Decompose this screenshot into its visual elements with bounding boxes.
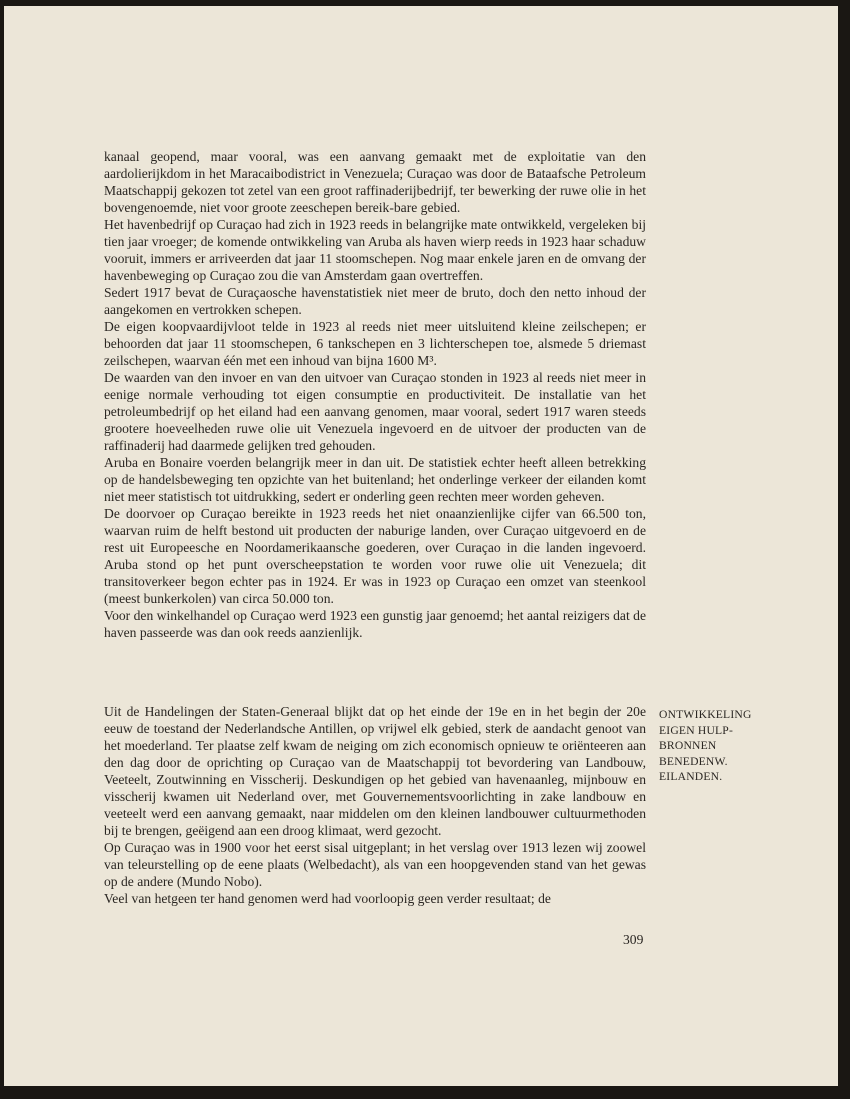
paragraph: De eigen koopvaardijvloot telde in 1923 al reeds niet meer uitsluitend kleine zeilschepen; er behoorden dat jaar 11 stoomschepen, 6 tankschepen en 3 lichterschepen toe, alsmede 5 driemast zeilschepen, waarvan één met een inhoud van bijna 1600 M³. (104, 319, 646, 368)
paragraph: Veel van hetgeen ter hand genomen werd had voorloopig geen verder resultaat; de (104, 891, 551, 906)
page-number: 309 (623, 932, 644, 947)
margin-heading-line: EILANDEN. (659, 770, 723, 783)
paragraph: Aruba en Bonaire voerden belangrijk meer in dan uit. De statistiek echter heeft alleen betrekking op de handelsbeweging ten opzichte van het buitenland; het onderlinge verkeer der eilanden komt niet meer statistisch tot uitdrukking, sedert er onderling geen rechten meer worden geheven. (104, 455, 646, 504)
book-page (4, 6, 838, 1086)
body-text-section-1 (104, 148, 646, 641)
paragraph: De doorvoer op Curaçao bereikte in 1923 reeds het niet onaanzienlijke cijfer van 66.500 ton, waarvan ruim de helft bestond uit producten der naburige landen, over Curaçao uitgevoerd en de rest uit Europeesche en Noordamerikaansche goederen, over Curaçao in die landen ingevoerd. Aruba stond op het punt overscheepstation te worden voor ruwe olie uit Venezuela; dit transitoverkeer begon echter pas in 1924. Er was in 1923 op Curaçao een omzet van steenkool (meest bunkerkolen) van circa 50.000 ton. (104, 506, 646, 606)
margin-heading-line: EIGEN HULP- (659, 723, 734, 737)
paragraph: Uit de Handelingen der Staten-Generaal blijkt dat op het einde der 19e en in het begin der 20e eeuw de toestand der Nederlandsche Antillen, op vrijwel elk gebied, sterk de aandacht genoot van het moederland. Ter plaatse zelf kwam de neiging om zich economisch opnieuw te oriënteeren aan den dag door de oprichting op Curaçao van de Maatschappij tot bevordering van Landbouw, Veeteelt, Zoutwinning en Visscherij. Deskundigen op het gebied van havenaanleg, mijnbouw en visscherij kwamen uit Nederland over, met Gouvernementsvoorlichting in zake landbouw en veeteelt werd een aanvang gemaakt, naar middelen om den kleinen landbouwer cultuurmethoden bij te brengen, geëigend aan een droog klimaat, werd gezocht. (104, 704, 646, 838)
margin-heading-line: BRONNEN (659, 739, 717, 752)
body-text-section-2 (104, 703, 646, 907)
paragraph: Het havenbedrijf op Curaçao had zich in 1923 reeds in belangrijke mate ontwikkeld, vergeleken bij tien jaar vroeger; de komende ontwikkeling van Aruba als haven wierp reeds in 1923 haar schaduw vooruit, immers er arriveerden dat jaar 11 stoomschepen. Nog maar enkele jaren en de omvang der havenbeweging op Curaçao zou die van Amsterdam gaan overtreffen. (104, 217, 646, 283)
paragraph: De waarden van den invoer en van den uitvoer van Curaçao stonden in 1923 al reeds niet meer in eenige normale verhouding tot eigen consumptie en productiviteit. De installatie van het petroleumbedrijf op het eiland had een aanvang genomen, maar vooral, sedert 1917 waren steeds grootere hoeveelheden ruwe olie uit Venezuela ingevoerd en de uitvoer der producten van de raffinaderij had daarmede gelijken tred gehouden. (104, 370, 646, 453)
margin-heading-line: ONTWIKKELING (659, 708, 752, 721)
paragraph: Voor den winkelhandel op Curaçao werd 1923 een gunstig jaar genoemd; het aantal reizigers dat de haven passeerde was dan ook reeds aanzienlijk. (104, 608, 646, 640)
paragraph: Sedert 1917 bevat de Curaçaosche havenstatistiek niet meer de bruto, doch den netto inhoud der aangekomen en vertrokken schepen. (104, 285, 646, 317)
paragraph: Op Curaçao was in 1900 voor het eerst sisal uitgeplant; in het verslag over 1913 lezen wij zoowel van teleurstelling op de eene plaats (Welbedacht), als van een hoopgevenden stand van het gewas op de andere (Mundo Nobo). (104, 840, 646, 889)
margin-heading-line: BENEDENW. (659, 754, 728, 768)
margin-heading (659, 707, 769, 785)
paragraph: kanaal geopend, maar vooral, was een aanvang gemaakt met de exploitatie van den aardolierijkdom in het Maracaibodistrict in Venezuela; Curaçao was door de Bataafsche Petroleum Maatschappij gekozen tot zetel van een groot raffinaderijbedrijf, ter bewerking der ruwe olie in het bovengenoemde, niet voor groote zeeschepen bereik-bare gebied. (104, 149, 646, 215)
